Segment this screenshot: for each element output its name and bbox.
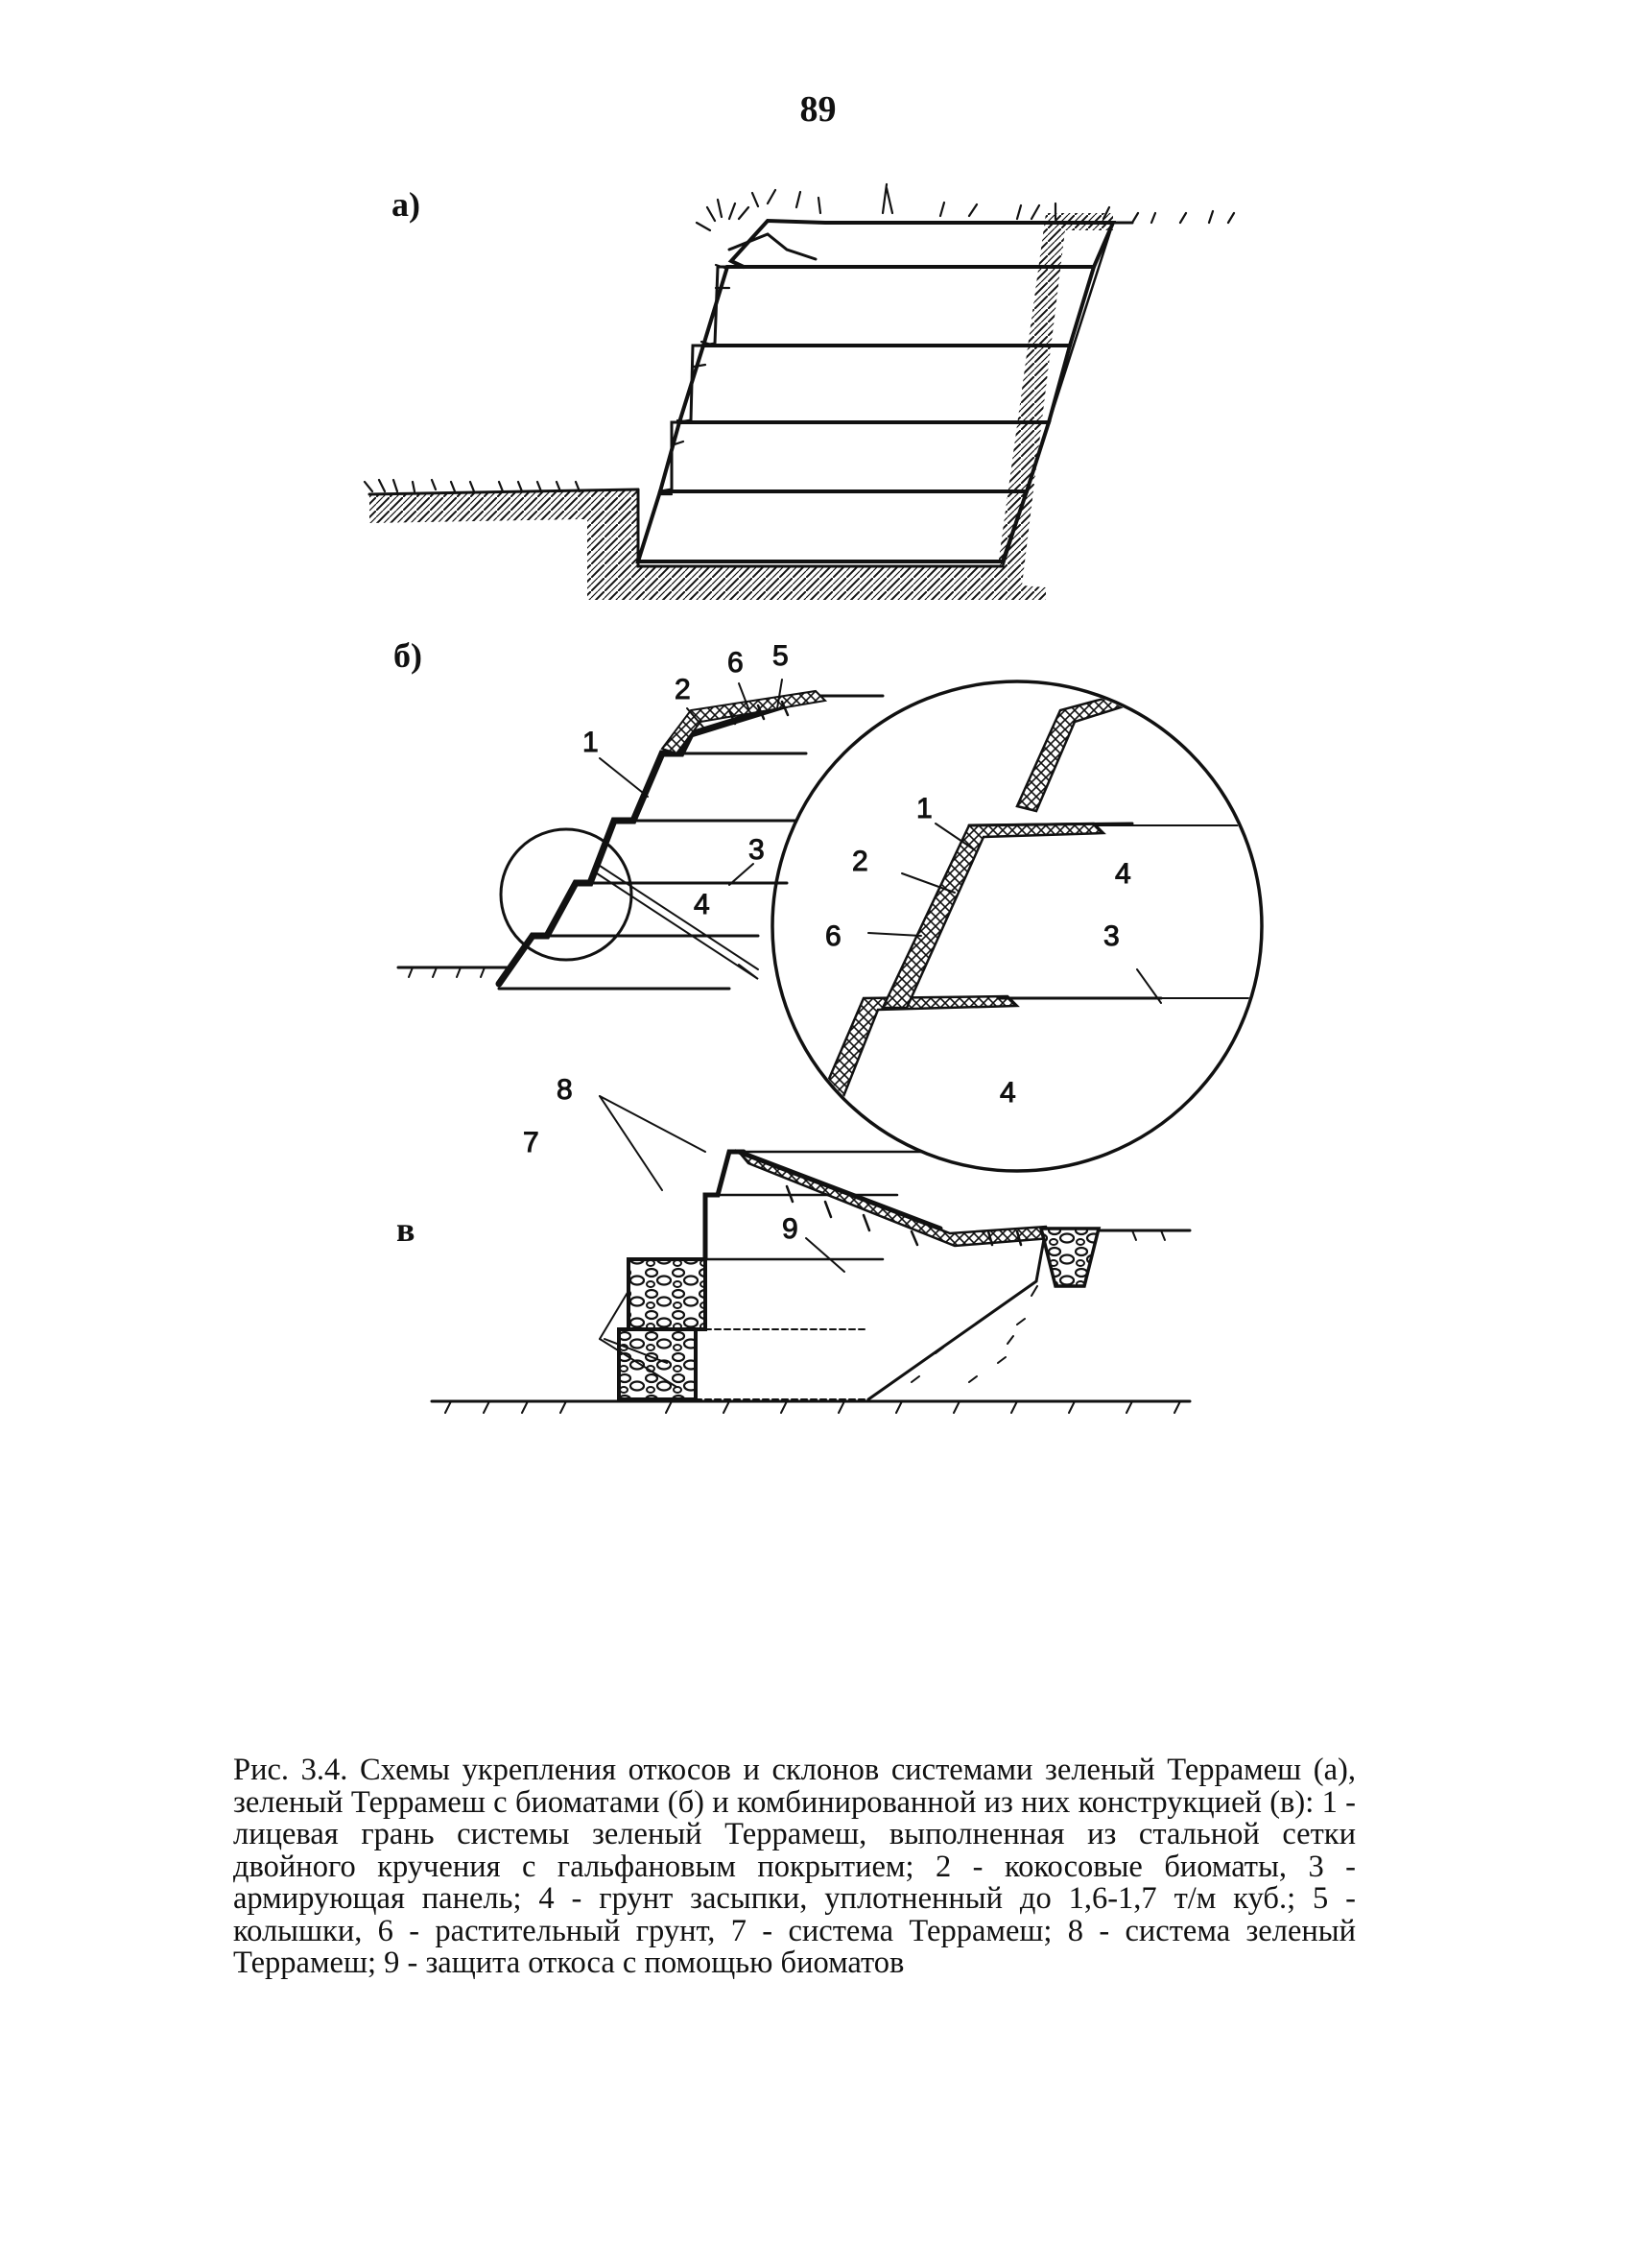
- callout-v-9: 9: [782, 1213, 798, 1245]
- callout-b-3: 3: [748, 834, 765, 866]
- panel-b-drawing: [398, 640, 1267, 1171]
- terramesh-layer-2: [660, 422, 1049, 491]
- callout-v-7: 7: [523, 1127, 539, 1158]
- trench-hatch: [587, 213, 1113, 600]
- terramesh-layer-1: [638, 491, 1027, 561]
- callout-b-4: 4: [694, 889, 710, 920]
- figure-caption: Рис. 3.4. Схемы укрепления откосов и склонов системами зеленый Террамеш (а), зеленый Террамеш с биоматами (б) и комбинированной из них конструкцией (в): 1 - лицевая грань системы зеленый Террамеш, выполненная из стальной сетки двойного кручения с гальфановым покрытием; 2 - кокосовые биоматы, 3 - армирующая панель; 4 - грунт засыпки, уплотненный до 1,6-1,7 т/м куб.; 5 - колышки, 6 - растительный грунт, 7 - система Террамеш; 8 - система зеленый Террамеш; 9 - защита откоса с помощью биоматов: [233, 1753, 1356, 1980]
- callout-b-1: 1: [582, 727, 599, 758]
- callout-b-detail-2: 2: [852, 846, 868, 877]
- callout-b-6: 6: [727, 647, 744, 679]
- gabion-upper: [628, 1259, 705, 1329]
- callout-v-8: 8: [557, 1074, 573, 1106]
- panel-v-drawing: [432, 1074, 1190, 1413]
- callout-b-detail-4-upper: 4: [1115, 858, 1131, 890]
- callout-b-detail-4-lower: 4: [1000, 1077, 1016, 1109]
- callout-b-5: 5: [772, 640, 789, 672]
- callout-b-2: 2: [675, 674, 691, 705]
- callout-b-detail-3: 3: [1103, 920, 1120, 952]
- panel-label-b: б): [393, 636, 422, 675]
- detail-circle-large: [772, 681, 1262, 1171]
- callout-b-detail-6: 6: [825, 920, 842, 952]
- gabion-lower: [619, 1329, 696, 1399]
- panel-label-a: а): [391, 185, 420, 224]
- panel-a-drawing: [365, 184, 1234, 600]
- page-number: 89: [799, 89, 837, 130]
- stepped-face: [499, 696, 816, 984]
- callout-b-detail-1: 1: [916, 793, 933, 824]
- terramesh-layer-3: [679, 346, 1070, 422]
- panel-label-v: в: [396, 1210, 415, 1249]
